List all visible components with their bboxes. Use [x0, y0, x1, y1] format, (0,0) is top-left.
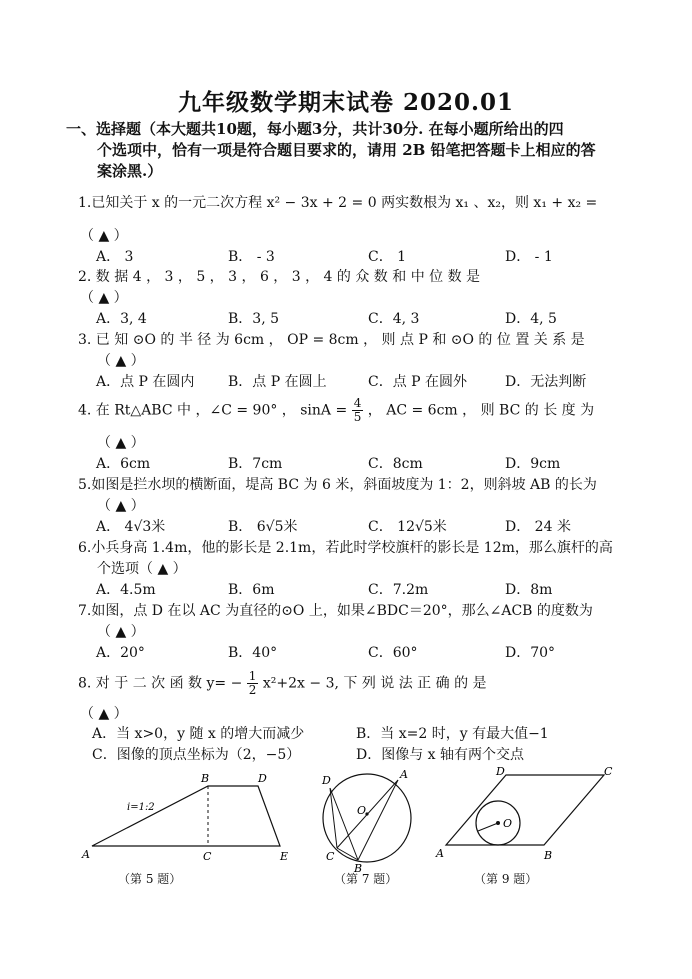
fig5-label-d: D [258, 772, 267, 785]
question-5-option-d: D． 24 米 [505, 519, 571, 535]
question-5-option-b: B． 6√5米 [228, 519, 298, 535]
section-heading-2: 个选项中，恰有一项是符合题目要求的，请用 2B 铅笔把答题卡上相应的答 [97, 141, 596, 159]
figure-7-caption: （第 7 题） [334, 872, 398, 886]
question-1-option-c: C． 1 [368, 249, 407, 265]
question-3-blank: （ ▲ ） [97, 353, 145, 369]
fig9-label-o: O [503, 817, 513, 830]
fig7-label-o: O [357, 804, 367, 817]
question-8-option-a: A．当 x>0，y 随 x 的增大而减少 [92, 726, 305, 742]
question-1-option-b: B． - 3 [228, 249, 275, 265]
fig9-label-c: C [604, 765, 613, 778]
question-7-blank: （ ▲ ） [97, 624, 145, 640]
question-6-option-a: A．4.5m [96, 582, 156, 598]
question-8-option-c: C．图像的顶点坐标为（2，−5） [92, 747, 301, 763]
fig5-label-b: B [201, 772, 210, 785]
question-2-option-a: A．3, 4 [96, 311, 147, 327]
question-8-fraction [247, 670, 259, 697]
fig9-label-b: B [544, 849, 553, 862]
question-5-option-a: A． 4√3米 [96, 519, 166, 535]
question-7-option-c: C．60° [368, 645, 418, 661]
fig7-label-d: D [322, 774, 331, 787]
figure-5-caption: （第 5 题） [118, 872, 182, 886]
question-4-fraction-num: 4 [353, 396, 362, 410]
question-2-stem: 2. 数 据 4 ， 3 ， 5 ， 3 ， 6 ， 3 ， 4 的 众 数 和 中 位 数 是 [78, 269, 481, 285]
question-6-blank: 个选项（ ▲ ） [97, 561, 187, 577]
fig7-label-c: C [326, 850, 335, 863]
question-4-option-d: D．9cm [505, 456, 561, 472]
question-7-stem: 7.如图，点 D 在以 AC 为直径的⊙O 上，如果∠BDC＝20°，那么∠ACB 的度数为 [78, 603, 593, 619]
fig5-label-c: C [203, 850, 212, 863]
fig9-label-d: D [496, 765, 505, 778]
question-7-option-a: A．20° [96, 645, 145, 661]
fig5-label-a: A [82, 848, 90, 861]
question-7-option-b: B．40° [228, 645, 278, 661]
question-2-blank: （ ▲ ） [80, 290, 128, 306]
question-6-option-b: B．6m [228, 582, 275, 598]
question-8-fraction-den: 2 [248, 683, 257, 697]
fig7-line-cb [337, 848, 358, 860]
figure-5-trapezoid [80, 770, 300, 865]
question-6-option-d: D．8m [505, 582, 553, 598]
question-8-option-d: D．图像与 x 轴有两个交点 [356, 747, 525, 763]
figure-7-circle [312, 768, 422, 873]
fig9-label-a: A [436, 847, 444, 860]
question-2-option-b: B．3, 5 [228, 311, 280, 327]
question-1-option-a: A． 3 [96, 249, 134, 265]
fig9-center-dot [496, 821, 500, 825]
question-4-option-c: C．8cm [368, 456, 423, 472]
figure-9-parallelogram [434, 765, 624, 865]
question-8-stem-b: x²+2x − 3, 下 列 说 法 正 确 的 是 [262, 675, 487, 692]
question-7-option-d: D．70° [505, 645, 556, 661]
question-5-stem: 5.如图是拦水坝的横断面，堤高 BC 为 6 米，斜面坡度为 1：2，则斜坡 AB 的长为 [78, 477, 597, 493]
question-3-stem: 3. 已 知 ⊙O 的 半 径 为 6cm ， OP = 8cm ， 则 点 P 和 ⊙O 的 位 置 关 系 是 [78, 332, 585, 348]
question-8-option-b: B．当 x=2 时，y 有最大值−1 [356, 726, 549, 742]
question-2-option-c: C．4, 3 [368, 311, 420, 327]
fig5-label-e: E [280, 850, 289, 863]
question-1-stem: 1.已知关于 x 的一元二次方程 x² − 3x + 2 = 0 两实数根为 x₁ 、x₂，则 x₁ + x₂ = [78, 195, 598, 211]
question-5-option-c: C． 12√5米 [368, 519, 447, 535]
fig7-circle-o [323, 774, 411, 862]
question-4-fraction-den: 5 [353, 410, 362, 424]
question-5-blank: （ ▲ ） [97, 498, 145, 514]
question-4-fraction [352, 397, 364, 424]
question-6-stem: 6.小兵身高 1.4m，他的影长是 2.1m，若此时学校旗杆的影长是 12m，那么旗杆的高 [78, 540, 613, 556]
question-8-stem [78, 670, 487, 697]
fig9-radius [478, 823, 498, 831]
question-4-stem [78, 397, 594, 424]
section-heading-3: 案涂黑.） [97, 162, 163, 180]
question-1-blank: （ ▲ ） [80, 228, 128, 244]
question-4-stem-a: 4. 在 Rt△ABC 中 ，∠C = 90° ， sinA = [78, 402, 348, 419]
fig9-parallelogram-outline [446, 775, 604, 845]
question-3-option-d: D．无法判断 [505, 374, 587, 390]
figure-9-caption: （第 9 题） [474, 872, 538, 886]
question-8-stem-a: 8. 对 于 二 次 函 数 y= − [78, 675, 243, 692]
fig5-dam-outline [92, 786, 280, 846]
fig7-label-b: B [354, 862, 363, 873]
fig7-label-a: A [400, 768, 408, 781]
question-3-option-a: A．点 P 在圆内 [96, 374, 195, 390]
question-1-option-d: D． - 1 [505, 249, 553, 265]
question-3-option-c: C．点 P 在圆外 [368, 374, 468, 390]
section-heading-1: 一、选择题（本大题共10题，每小题3分，共计30分. 在每小题所给出的四 [66, 120, 564, 138]
question-8-blank: （ ▲ ） [80, 706, 128, 722]
question-4-option-b: B．7cm [228, 456, 283, 472]
fig5-slope-label: i=1:2 [127, 802, 155, 813]
question-4-blank: （ ▲ ） [97, 435, 145, 451]
question-4-option-a: A．6cm [96, 456, 151, 472]
question-6-option-c: C．7.2m [368, 582, 429, 598]
question-8-fraction-num: 1 [248, 669, 257, 683]
fig7-line-ab [358, 780, 398, 860]
question-4-stem-b: ， AC = 6cm ， 则 BC 的 长 度 为 [367, 402, 595, 419]
question-3-option-b: B．点 P 在圆上 [228, 374, 327, 390]
page-title: 九年级数学期末试卷 2020.01 [177, 89, 515, 116]
question-2-option-d: D．4, 5 [505, 311, 557, 327]
